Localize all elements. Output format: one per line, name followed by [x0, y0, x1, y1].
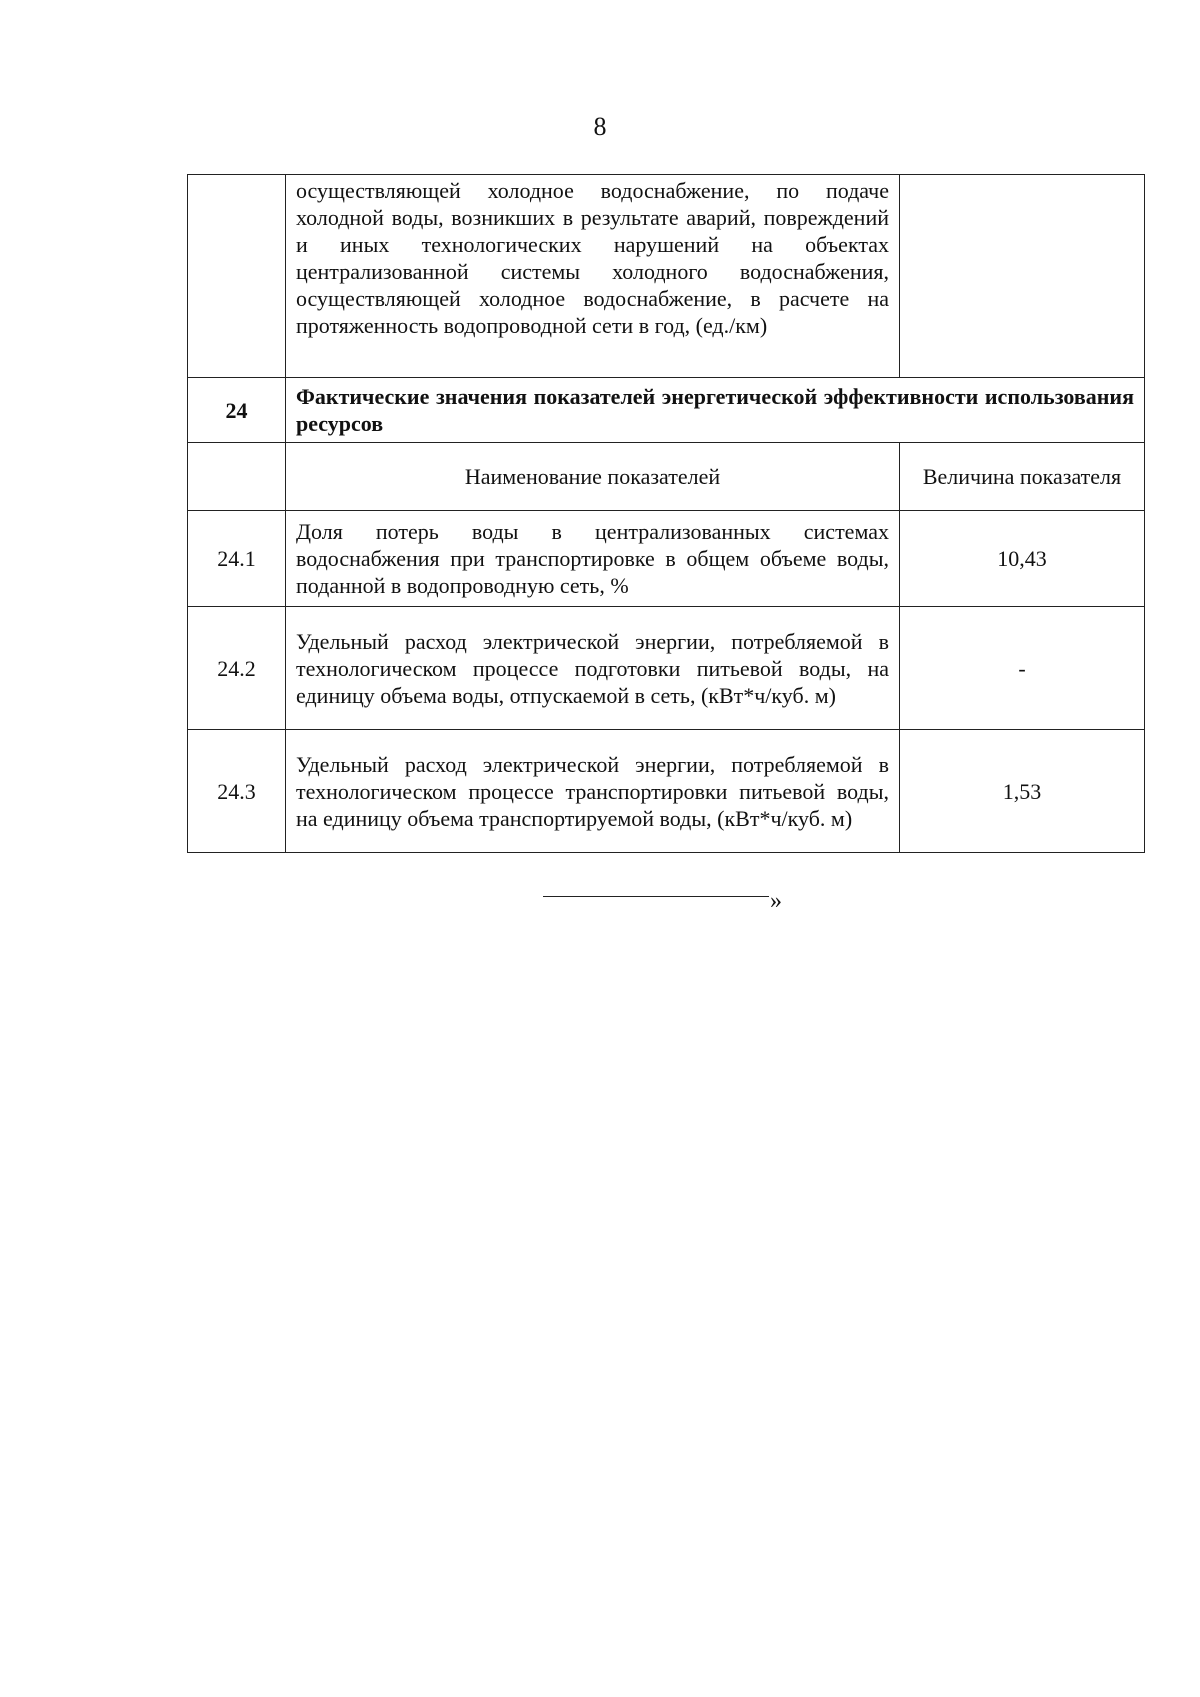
table-row-section-24: [188, 378, 1145, 443]
indicator-value-cell: -: [900, 607, 1145, 730]
header-value-cell: Величина показателя: [900, 443, 1145, 511]
table-row: [188, 607, 1145, 730]
indicator-name-cell: Удельный расход электрической энергии, потребляемой в технологическом процессе подготовки питьевой воды, на единицу объема воды, отпускаемой в сеть, (кВт*ч/куб. м): [286, 607, 900, 730]
section-number-cell: 24: [188, 378, 286, 443]
table-row-continuation: [188, 175, 1145, 378]
row-number-cell: 24.1: [188, 511, 286, 607]
closing-underline: [543, 896, 769, 897]
section-title-cell: Фактические значения показателей энергетической эффективности использования ресурсов: [286, 378, 1145, 443]
closing-quote-mark: »: [770, 888, 782, 914]
row-number-cell: 24.3: [188, 730, 286, 853]
indicator-value-cell: 10,43: [900, 511, 1145, 607]
indicator-value-cell: [900, 175, 1145, 378]
row-number-cell: 24.2: [188, 607, 286, 730]
table-header-row: [188, 443, 1145, 511]
page-number: 8: [593, 112, 607, 141]
indicator-value-cell: 1,53: [900, 730, 1145, 853]
indicator-name-cell: осуществляющей холодное водоснабжение, по подаче холодной воды, возникших в результате аварий, повреждений и иных технологических нарушений на объектах централизованной системы холодного водоснабжения, осуществляющей холодное водоснабжение, в расчете на протяженность водопроводной сети в год, (ед./км): [286, 175, 900, 378]
table-row: [188, 511, 1145, 607]
header-number-cell: [188, 443, 286, 511]
table-row: [188, 730, 1145, 853]
header-name-cell: Наименование показателей: [286, 443, 900, 511]
indicator-name-cell: Удельный расход электрической энергии, потребляемой в технологическом процессе транспортировки питьевой воды, на единицу объема транспортируемой воды, (кВт*ч/куб. м): [286, 730, 900, 853]
indicator-name-cell: Доля потерь воды в централизованных системах водоснабжения при транспортировке в общем объеме воды, поданной в водопроводную сеть, %: [286, 511, 900, 607]
indicators-table: [187, 174, 1145, 853]
row-number-cell: [188, 175, 286, 378]
